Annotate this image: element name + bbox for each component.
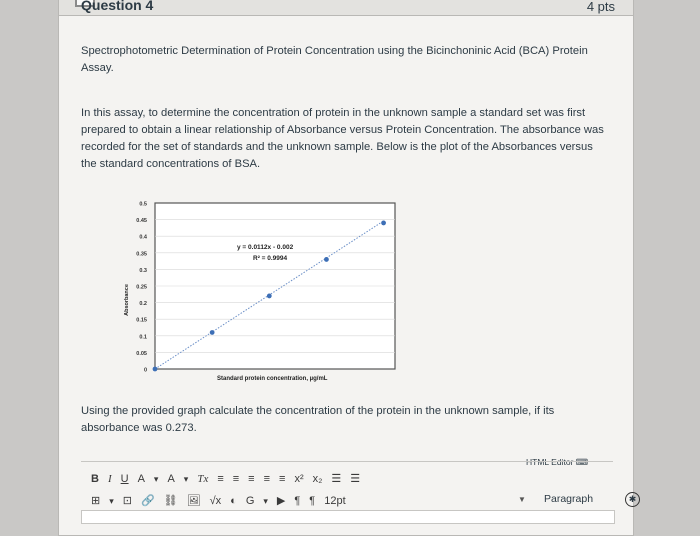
y-tick-label: 0.3	[139, 267, 147, 274]
numbered-list-icon[interactable]: ☰	[350, 473, 361, 485]
align-center-icon[interactable]: ≡	[232, 473, 240, 485]
google-apps-icon[interactable]: G	[245, 495, 255, 507]
toolbar-row-2	[91, 492, 355, 510]
html-editor-label: HTML Editor	[526, 457, 574, 467]
y-tick-label: 0	[143, 367, 147, 374]
y-tick-label: 0.35	[136, 251, 147, 258]
highlight-color-button[interactable]: A	[167, 473, 175, 485]
question-title: Question 4	[81, 0, 154, 13]
calibration-chart	[81, 191, 421, 389]
text-color-dropdown-icon[interactable]: ▾	[153, 474, 159, 484]
keyboard-icon: ⌨	[575, 457, 589, 467]
chart-svg	[81, 191, 421, 389]
video-icon[interactable]: ▶	[276, 495, 286, 507]
rtl-icon[interactable]: ¶	[309, 495, 316, 507]
outdent-icon[interactable]: ≡	[279, 473, 286, 485]
bold-button[interactable]: B	[91, 473, 99, 485]
superscript-button[interactable]: x²	[294, 473, 304, 485]
equation-icon[interactable]: √x	[209, 495, 222, 507]
media-icon[interactable]: ◐	[230, 495, 237, 507]
indent-icon[interactable]: ≡	[263, 473, 271, 485]
question-card	[58, 0, 637, 536]
y-tick-label: 0.5	[139, 201, 147, 208]
font-size-select[interactable]: 12pt	[324, 495, 346, 507]
question-header	[59, 0, 633, 16]
y-tick-label: 0.25	[136, 284, 147, 291]
data-point	[267, 294, 272, 299]
clear-format-button[interactable]: Tx	[197, 473, 209, 485]
table-dropdown-icon[interactable]: ▾	[109, 496, 114, 506]
table-icon[interactable]: ⊞	[91, 495, 101, 507]
y-tick-label: 0.15	[136, 317, 147, 324]
r-squared-label: R² = 0.9994	[253, 255, 288, 262]
y-tick-label: 0.2	[139, 301, 147, 308]
subscript-button[interactable]: x₂	[312, 473, 323, 485]
italic-button[interactable]: I	[107, 473, 112, 485]
paragraph-select[interactable]: Paragraph	[544, 493, 594, 505]
link-icon[interactable]: 🔗	[140, 495, 155, 507]
data-point	[210, 330, 215, 335]
accessibility-icon[interactable]: ✱	[625, 492, 640, 507]
toolbar-row-1	[91, 470, 369, 488]
text-color-button[interactable]: A	[137, 473, 145, 485]
bullet-list-icon[interactable]: ☰	[331, 473, 342, 485]
image-icon[interactable]: 🖼	[186, 495, 201, 507]
x-axis-label: Standard protein concentration, µg/mL	[217, 376, 328, 382]
chevron-down-icon[interactable]: ▼	[518, 495, 526, 504]
data-point	[324, 257, 329, 262]
y-tick-label: 0.45	[136, 218, 147, 225]
align-right-icon[interactable]: ≡	[248, 473, 255, 485]
y-axis-label: Absorbance	[124, 284, 130, 316]
embed-icon[interactable]: ⊡	[122, 495, 132, 507]
ltr-icon[interactable]: ¶	[294, 495, 301, 507]
highlight-dropdown-icon[interactable]: ▾	[183, 474, 189, 484]
answer-editor[interactable]	[81, 510, 615, 524]
prompt-title: Spectrophotometric Determination of Protein Concentration using the Bicinchoninic Acid (BCA) Protein Assay.	[81, 45, 588, 74]
underline-button[interactable]: U	[120, 473, 129, 485]
question-points: 4 pts	[586, 0, 615, 14]
data-point	[153, 367, 158, 372]
y-tick-label: 0.05	[136, 350, 147, 357]
y-tick-label: 0.1	[139, 334, 147, 341]
prompt-task: Using the provided graph calculate the concentration of the protein in the unknown sample, if its absorbance was 0.273.	[81, 405, 555, 434]
align-left-icon[interactable]: ≡	[217, 473, 224, 485]
data-point	[381, 221, 386, 226]
unlink-icon[interactable]: ⛓	[163, 495, 178, 507]
apps-dropdown-icon[interactable]: ▾	[263, 496, 268, 506]
prompt-body: In this assay, to determine the concentration of protein in the unknown sample a standard set was first prepared to obtain a linear relationship of Absorbance versus Protein Concentration. The absorbance was recorded for the set of standards and the unknown sample. Below is the plot of the Absorbances versus the standard concentrations of BSA.	[81, 107, 604, 170]
trendline-equation: y = 0.0112x - 0.002	[237, 244, 294, 251]
y-tick-label: 0.4	[139, 234, 147, 241]
